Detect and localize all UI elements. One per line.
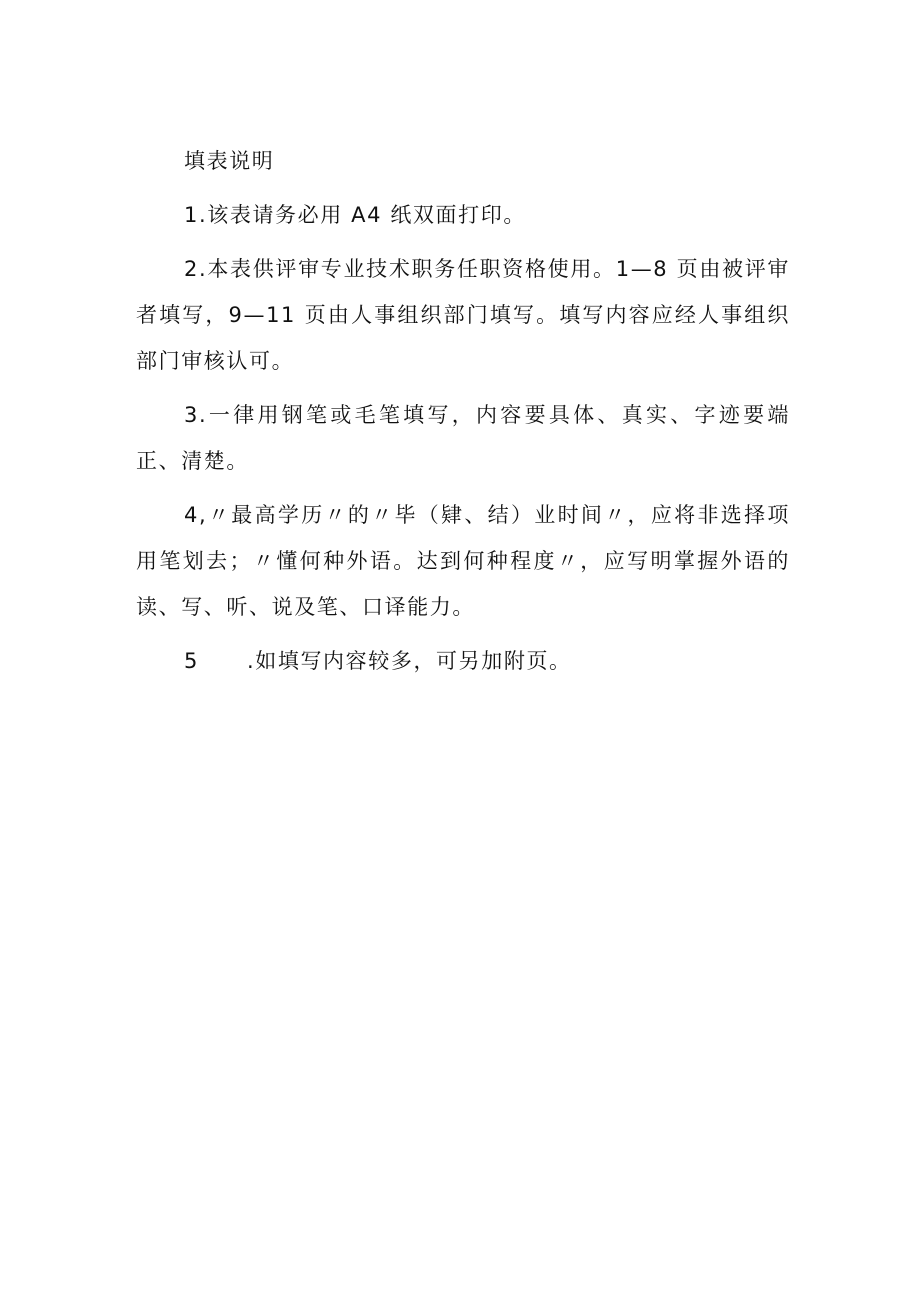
item-number: 1. (184, 203, 208, 227)
instructions-title: 填表说明 (184, 149, 275, 173)
item-number: 5 (184, 649, 199, 673)
item-number: 4, (184, 503, 208, 527)
item-number: 2 (184, 257, 199, 281)
instruction-item-5 (136, 638, 790, 684)
instruction-item-3 (136, 392, 790, 484)
item-text: 该表请务必用 A4 纸双面打印。 (207, 203, 526, 227)
item-text: .本表供评审专业技术职务任职资格使用。1—8 页由被评审者填写，9—11 页由人事组织部门填写。填写内容应经人事组织部门审核认可。 (136, 257, 790, 373)
instruction-item-4 (136, 492, 790, 630)
item-text: .如填写内容较多，可另加附页。 (246, 649, 572, 673)
instruction-item-2 (136, 246, 790, 384)
item-text: .一律用钢笔或毛笔填写，内容要具体、真实、字迹要端正、清楚。 (136, 403, 790, 473)
instruction-item-1 (136, 192, 790, 238)
item-number: 3 (184, 403, 199, 427)
item-text: 〃最高学历〃的〃毕（肄、结）业时间〃，应将非选择项用笔划去；〃懂何种外语。达到何种程度〃，应写明掌握外语的读、写、听、说及笔、口译能力。 (136, 503, 790, 619)
instructions-body (136, 138, 790, 692)
